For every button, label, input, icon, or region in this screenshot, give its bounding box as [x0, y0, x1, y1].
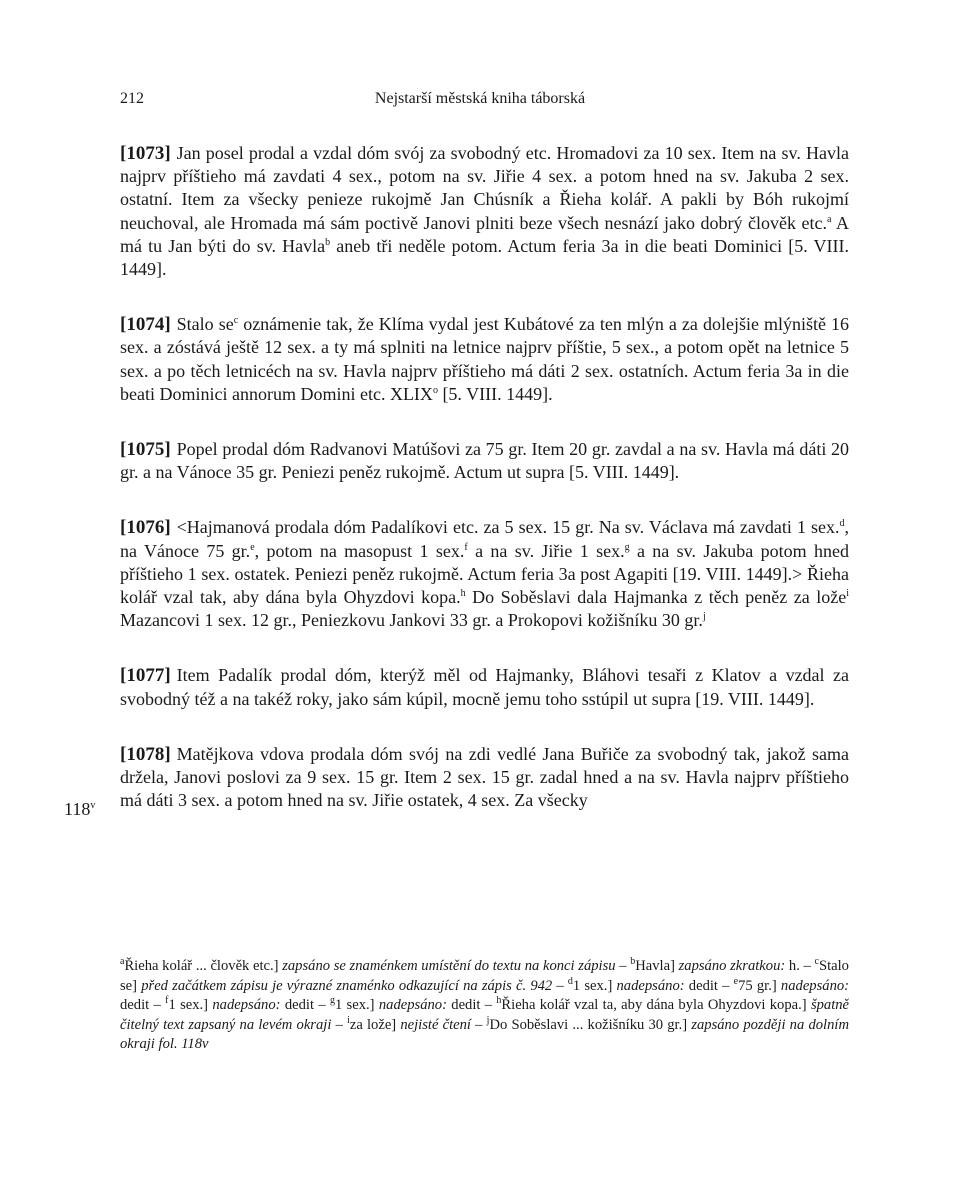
footnote-comment: nadepsáno: [378, 997, 447, 1014]
footnote-letter: c [814, 956, 819, 968]
footnote-separator: – [717, 977, 734, 994]
running-title: Nejstarší městská kniha táborská [374, 90, 586, 107]
entry-1077 [120, 664, 849, 710]
entry-text: Do Soběslavi dala Hajmanka z těch peněz za lože [465, 587, 847, 608]
footnote-letter: f [165, 995, 169, 1007]
entry-text: Stalo se [176, 314, 234, 335]
entry-text: , potom na masopust 1 sex. [254, 540, 465, 561]
entry-number: [1077] [120, 665, 171, 687]
footnote-letter: g [329, 995, 335, 1007]
entry-number: [1076] [120, 517, 171, 539]
entry-1078 [120, 743, 849, 813]
footnote-lemma: 1 sex.] [168, 997, 209, 1014]
footnote-ref: g [624, 541, 630, 553]
entry-number: [1074] [120, 314, 171, 336]
footnote-separator: – [314, 997, 330, 1014]
footnote-lemma: 1 sex.] [572, 977, 613, 994]
entry-text: a na sv. Jakuba potom hned příštieho 1 sex. ostatek. Peniezi peněz rukojmě. Actum feria 3a post Agapiti [19. VIII. 1449].> Řieha kolář vzal tak, aby dána byla Ohyzdovi kopa. [120, 540, 849, 608]
footnote-ref: h [460, 588, 466, 600]
entry-number: [1075] [120, 439, 171, 461]
entry-text: Item Padalík prodal dóm, kterýž měl od Hajmanky, Bláhovi tesaři z Klatov a vzdal za svobodný též a na takéž roky, jako sám kúpil, mocně jemu toho sstúpil ut supra [19. VIII. 1449]. [120, 665, 849, 709]
entry-text: Matějkova vdova prodala dóm svój na zdi vedlé Jana Buřiče za svobodný tak, jakož sama držela, Janovi poslovi za 9 sex. 15 gr. Item 2 sex. 15 gr. zadal hned a na sv. Havla najprv příštieho má dáti 3 sex. a potom hned na sv. Jiřie ostatek, 4 sex. Za všecky [120, 743, 849, 811]
footnote-letter: j [486, 1014, 490, 1026]
footnote-separator: – [552, 977, 568, 994]
footnote-comment: před začátkem zápisu je výrazné znaménko odkazující na zápis č. 942 [141, 977, 553, 994]
entry-1074 [120, 313, 849, 406]
footnote-value: dedit [120, 997, 150, 1014]
entry-text: Jan posel prodal a vzdal dóm svój za svobodný etc. Hromadovi za 10 sex. Item na sv. Havla najprv příštieho má zavdati 4 sex., potom na sv. Jiřie 4 sex. a potom hned na sv. Jakuba 2 sex. ostatní. Item za všecky penieze rukojmě Jan Chúsník a Řieha kolář. A pakli by Bóh rukojmí neuchoval, ale Hromada má sám poctivě Janovi plniti beze všech nesnází jako dobrý člověk etc. [120, 143, 849, 233]
entry-1075 [120, 438, 849, 484]
footnote-lemma: za lože] [349, 1016, 397, 1033]
folio-margin-note [64, 799, 95, 820]
document-body [120, 142, 849, 812]
entry-text: , na Vánoce 75 gr. [120, 517, 849, 561]
footnote-lemma: Do Soběslavi ... kožišníku 30 gr.] [489, 1016, 688, 1033]
footnote-letter: d [567, 975, 573, 987]
page-number: 212 [120, 90, 144, 107]
footnote-comment: nadepsáno: [780, 977, 850, 994]
entry-text: Popel prodal dóm Radvanovi Matúšovi za 75 gr. Item 20 gr. zavdal a na sv. Havla má dáti 20 gr. a na Vánoce 35 gr. Peniezi peněz rukojmě. Actum ut supra [5. VIII. 1449]. [120, 439, 849, 483]
entry-number: [1078] [120, 743, 171, 765]
entry-1076 [120, 516, 849, 632]
entry-text: aneb tři neděle potom. Actum feria 3a in die beati Dominici [5. VIII. 1449]. [120, 235, 849, 280]
footnote-comment: špatně čitelný text zapsaný na levém okraji [120, 997, 850, 1033]
footnote-lemma: Stalo se] [120, 958, 849, 994]
footnote-separator: – [471, 1016, 487, 1033]
footnote-value: dedit [284, 997, 314, 1014]
footnote-separator: – [799, 958, 815, 974]
entry-number: [1073] [120, 143, 171, 164]
footnote-ref: j [702, 611, 706, 623]
footnote-separator: – [480, 997, 497, 1014]
footnote-comment: zapsáno se znaménkem umístění do textu na konci zápisu [282, 958, 616, 974]
footnote-value: h. [788, 958, 800, 974]
entry-text: <Hajmanová prodala dóm Padalíkovi etc. za 5 sex. 15 gr. Na sv. Václava má zavdati 1 sex. [176, 517, 840, 538]
footnote-letter: a [120, 956, 125, 968]
entry-text: A má tu Jan býti do sv. Havla [120, 212, 849, 256]
footnote-letter: b [630, 956, 636, 968]
entry-text: a na sv. Jiřie 1 sex. [467, 540, 625, 561]
footnote-lemma: 1 sex.] [334, 997, 375, 1014]
footnote-comment: zapsáno později na dolním okraji fol. 118v [120, 1016, 850, 1053]
footnote-ref: c [233, 315, 239, 327]
footnote-value: dedit [688, 977, 718, 994]
footnote-comment: nejisté čtení [400, 1016, 471, 1033]
footnote-lemma: Havla] [635, 958, 675, 974]
footnote-ref: e [250, 541, 255, 553]
footnotes [120, 957, 849, 1055]
footnote-ref: a [827, 213, 832, 225]
footnote-letter: i [347, 1014, 350, 1026]
footnote-lemma: Řieha kolář ... člověk etc.] [124, 958, 279, 974]
footnote-lemma: 75 gr.] [738, 977, 777, 994]
folio-side: v [90, 800, 96, 811]
footnote-ref: i [846, 588, 850, 600]
footnote-comment: nadepsáno: [212, 997, 281, 1014]
entry-text: Mazancovi 1 sex. 12 gr., Peniezkovu Jankovi 33 gr. a Prokopovi kožišníku 30 gr. [120, 610, 703, 631]
footnote-ref: d [839, 518, 845, 530]
footnote-ref: b [325, 236, 331, 248]
entry-text: oznámenie tak, že Klíma vydal jest Kubátové za ten mlýn a za dolejšie mlýniště 16 sex. a zóstává ještě 12 sex. a ty má splniti na letnice najprv příštie, 5 sex., a potom opět na letnice 5 sex. a po těch letnicéch na sv. Havla najprv příštieho má dáti 2 sex. ostatních. Actum feria 3a in die beati Dominici annorum Domini etc. XLIX [120, 314, 850, 404]
entry-text: [5. VIII. 1449]. [437, 383, 553, 404]
folio-number: 118 [64, 799, 91, 819]
footnote-separator: – [149, 997, 166, 1014]
footnote-value: dedit [451, 997, 481, 1014]
footnote-letter: h [496, 995, 502, 1007]
footnote-letter: e [733, 975, 739, 987]
footnote-comment: nadepsáno: [616, 977, 685, 994]
footnote-ref: f [464, 541, 468, 553]
entry-1073 [120, 142, 849, 281]
superscript-o: o [432, 384, 438, 396]
footnote-comment: zapsáno zkratkou: [678, 958, 786, 974]
footnote-separator: – [331, 1016, 348, 1033]
footnote-lemma: Řieha kolář vzal ta, aby dána byla Ohyzdovi kopa.] [501, 997, 807, 1014]
footnote-separator: – [615, 958, 631, 974]
